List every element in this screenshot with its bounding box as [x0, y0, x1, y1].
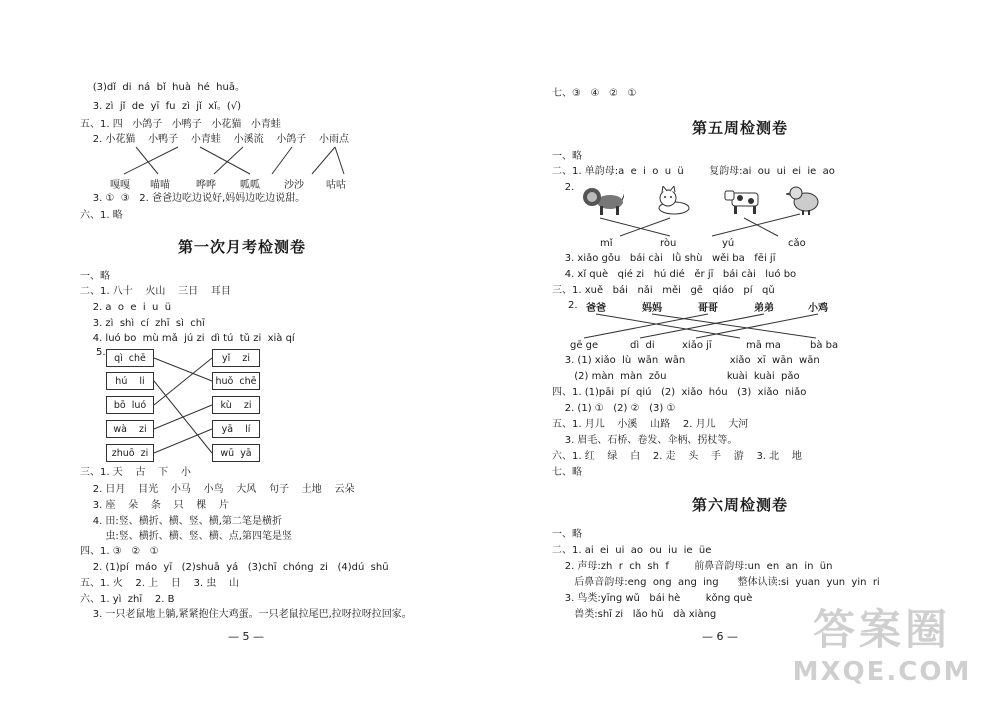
food-pinyin: cǎo [788, 238, 806, 249]
sound-word: 咕咕 [326, 180, 346, 191]
pinyin-box: kù zi [212, 396, 260, 414]
text-line: 4. luó bo mù mǎ jú zi dì tú tǔ zi xià qí [80, 333, 295, 344]
watermark-main: 答案圈 [812, 605, 951, 654]
right-page [500, 0, 1000, 707]
text-line: 五、1. 四 小鸽子 小鸭子 小花猫 小青蛙 [80, 119, 281, 130]
sound-word: 呱呱 [240, 180, 260, 191]
text-line: 三、1. xuě bái nǎi měi gē qiáo pí qǔ [552, 285, 775, 296]
text-line: 四、1. ③ ② ① [80, 546, 159, 557]
text-line: 2. 小花猫 小鸭子 小青蛙 小溪流 小鸽子 小雨点 [80, 134, 350, 145]
pinyin-box: yā lí [212, 420, 260, 438]
text-line: (3)dǐ di ná bǐ huà hé huā。 [80, 82, 245, 93]
family-pinyin: dì di [630, 340, 655, 351]
sound-word: 嘎嘎 [110, 180, 130, 191]
pinyin-box: yǐ zi [212, 349, 260, 367]
text-line: 2. (1)pí máo yī (2)shuā yá (3)chī chóng zi (4)dú shū [80, 562, 389, 573]
section-title: 第一次月考检测卷 [178, 238, 307, 256]
text-line: 4. xǐ què qié zi hú dié ěr jī bái cài luó bo [552, 269, 797, 280]
text-line: 六、1. yì zhī 2. B [80, 594, 175, 605]
family-pinyin: mā ma [746, 340, 781, 351]
text-line: 3. xiǎo gǒu bái cài lǜ shù wěi ba fēi jī [552, 253, 776, 264]
text-line: 二、1. ai ei ui ao ou iu ie üe [552, 545, 712, 556]
family-word: 小鸡 [808, 303, 828, 314]
section-title: 第六周检测卷 [692, 496, 789, 514]
food-pinyin: yú [722, 238, 735, 249]
text-line: 七、略 [552, 467, 582, 478]
text-line: 3. 座 朵 条 只 棵 片 [80, 500, 230, 511]
pinyin-box: zhuō zi [106, 444, 154, 462]
question-label: 5. [96, 347, 106, 358]
text-line: 4. 田:竖、横折、横、竖、横,第二笔是横折 [80, 516, 282, 527]
text-line: 2. [552, 182, 575, 193]
text-line: 三、1. 天 古 下 小 [80, 467, 191, 478]
text-line: 3. zì jǐ de yī fu zì jǐ xǐ。(√) [80, 101, 242, 112]
question-label: 2. [568, 300, 578, 311]
family-word: 爸爸 [586, 303, 606, 314]
text-line: 二、1. 单韵母:a e i o u ü 复韵母:ai ou ui ei ie ao [552, 166, 835, 177]
text-line: 2. 声母:zh r ch sh f 前鼻音韵母:un en an in ün [552, 561, 833, 572]
text-line: 二、1. 八十 火山 三日 耳目 [80, 286, 231, 297]
family-pinyin: gē ge [570, 340, 599, 351]
text-line: 六、1. 略 [80, 210, 123, 221]
family-word: 哥哥 [698, 303, 718, 314]
watermark-sub: MXQE.COM [792, 657, 972, 687]
text-line: 兽类:shī zi lǎo hǔ dà xiàng [552, 609, 717, 620]
text-line: 3. ① ③ 2. 爸爸边吃边说好,妈妈边吃边说甜。 [80, 193, 306, 204]
page-number: — 5 — [228, 630, 264, 643]
text-line: 后鼻音韵母:eng ong ang ing 整体认读:si yuan yun yin ri [552, 577, 880, 588]
text-line: 一、略 [80, 271, 110, 282]
sound-word: 喵喵 [150, 180, 170, 191]
text-line: (2) màn màn zǒu kuài kuài pǎo [552, 371, 800, 382]
family-pinyin: bà ba [810, 340, 839, 351]
text-line: 五、1. 月儿 小溪 山路 2. 月儿 大河 [552, 419, 749, 430]
text-line: 2. a o e i u ü [80, 302, 172, 313]
watermark-logo [782, 604, 982, 699]
text-line: 3. 眉毛、石桥、卷发、伞柄、拐杖等。 [552, 435, 738, 446]
family-pinyin: xiǎo jī [682, 340, 712, 351]
text-line: 七、③ ④ ② ① [552, 88, 637, 99]
pinyin-box: wū yā [212, 444, 260, 462]
text-line: 一、略 [552, 151, 582, 162]
pinyin-box: huǒ chē [212, 372, 260, 390]
food-pinyin: mǐ [600, 238, 613, 249]
family-word: 弟弟 [754, 303, 774, 314]
text-line: 3. (1) xiǎo lù wān wān xiǎo xī wān wān [552, 355, 820, 366]
sound-word: 哗哗 [196, 180, 216, 191]
text-line: 虫:竖、横折、横、竖、横、点,第四笔是竖 [80, 531, 292, 542]
sound-word: 沙沙 [284, 180, 304, 191]
text-line: 一、略 [552, 529, 582, 540]
text-line: 3. 鸟类:yīng wǔ bái hè kǒng què [552, 593, 753, 604]
text-line: 3. 一只老鼠地上躺,紧紧抱住大鸡蛋。一只老鼠拉尾巴,拉呀拉呀拉回家。 [80, 609, 412, 620]
text-line: 五、1. 火 2. 上 日 3. 虫 山 [80, 578, 240, 589]
text-line: 六、1. 红 绿 白 2. 走 头 手 游 3. 北 地 [552, 451, 802, 462]
family-word: 妈妈 [642, 303, 662, 314]
page-number: — 6 — [702, 630, 738, 643]
pinyin-box: qì chē [106, 349, 154, 367]
pinyin-box: bō luó [106, 396, 154, 414]
food-pinyin: ròu [660, 238, 677, 249]
pinyin-box: hú li [106, 372, 154, 390]
text-line: 3. zì shì cí zhī sì chī [80, 318, 205, 329]
text-line: 四、1. (1)pāi pí qiú (2) xiǎo hóu (3) xiǎo niǎo [552, 387, 807, 398]
pinyin-box: wà zi [106, 420, 154, 438]
section-title: 第五周检测卷 [692, 119, 789, 137]
text-line: 2. 日月 目光 小马 小鸟 大风 句子 土地 云朵 [80, 484, 355, 495]
text-line: 2. (1) ① (2) ② (3) ① [552, 403, 676, 414]
